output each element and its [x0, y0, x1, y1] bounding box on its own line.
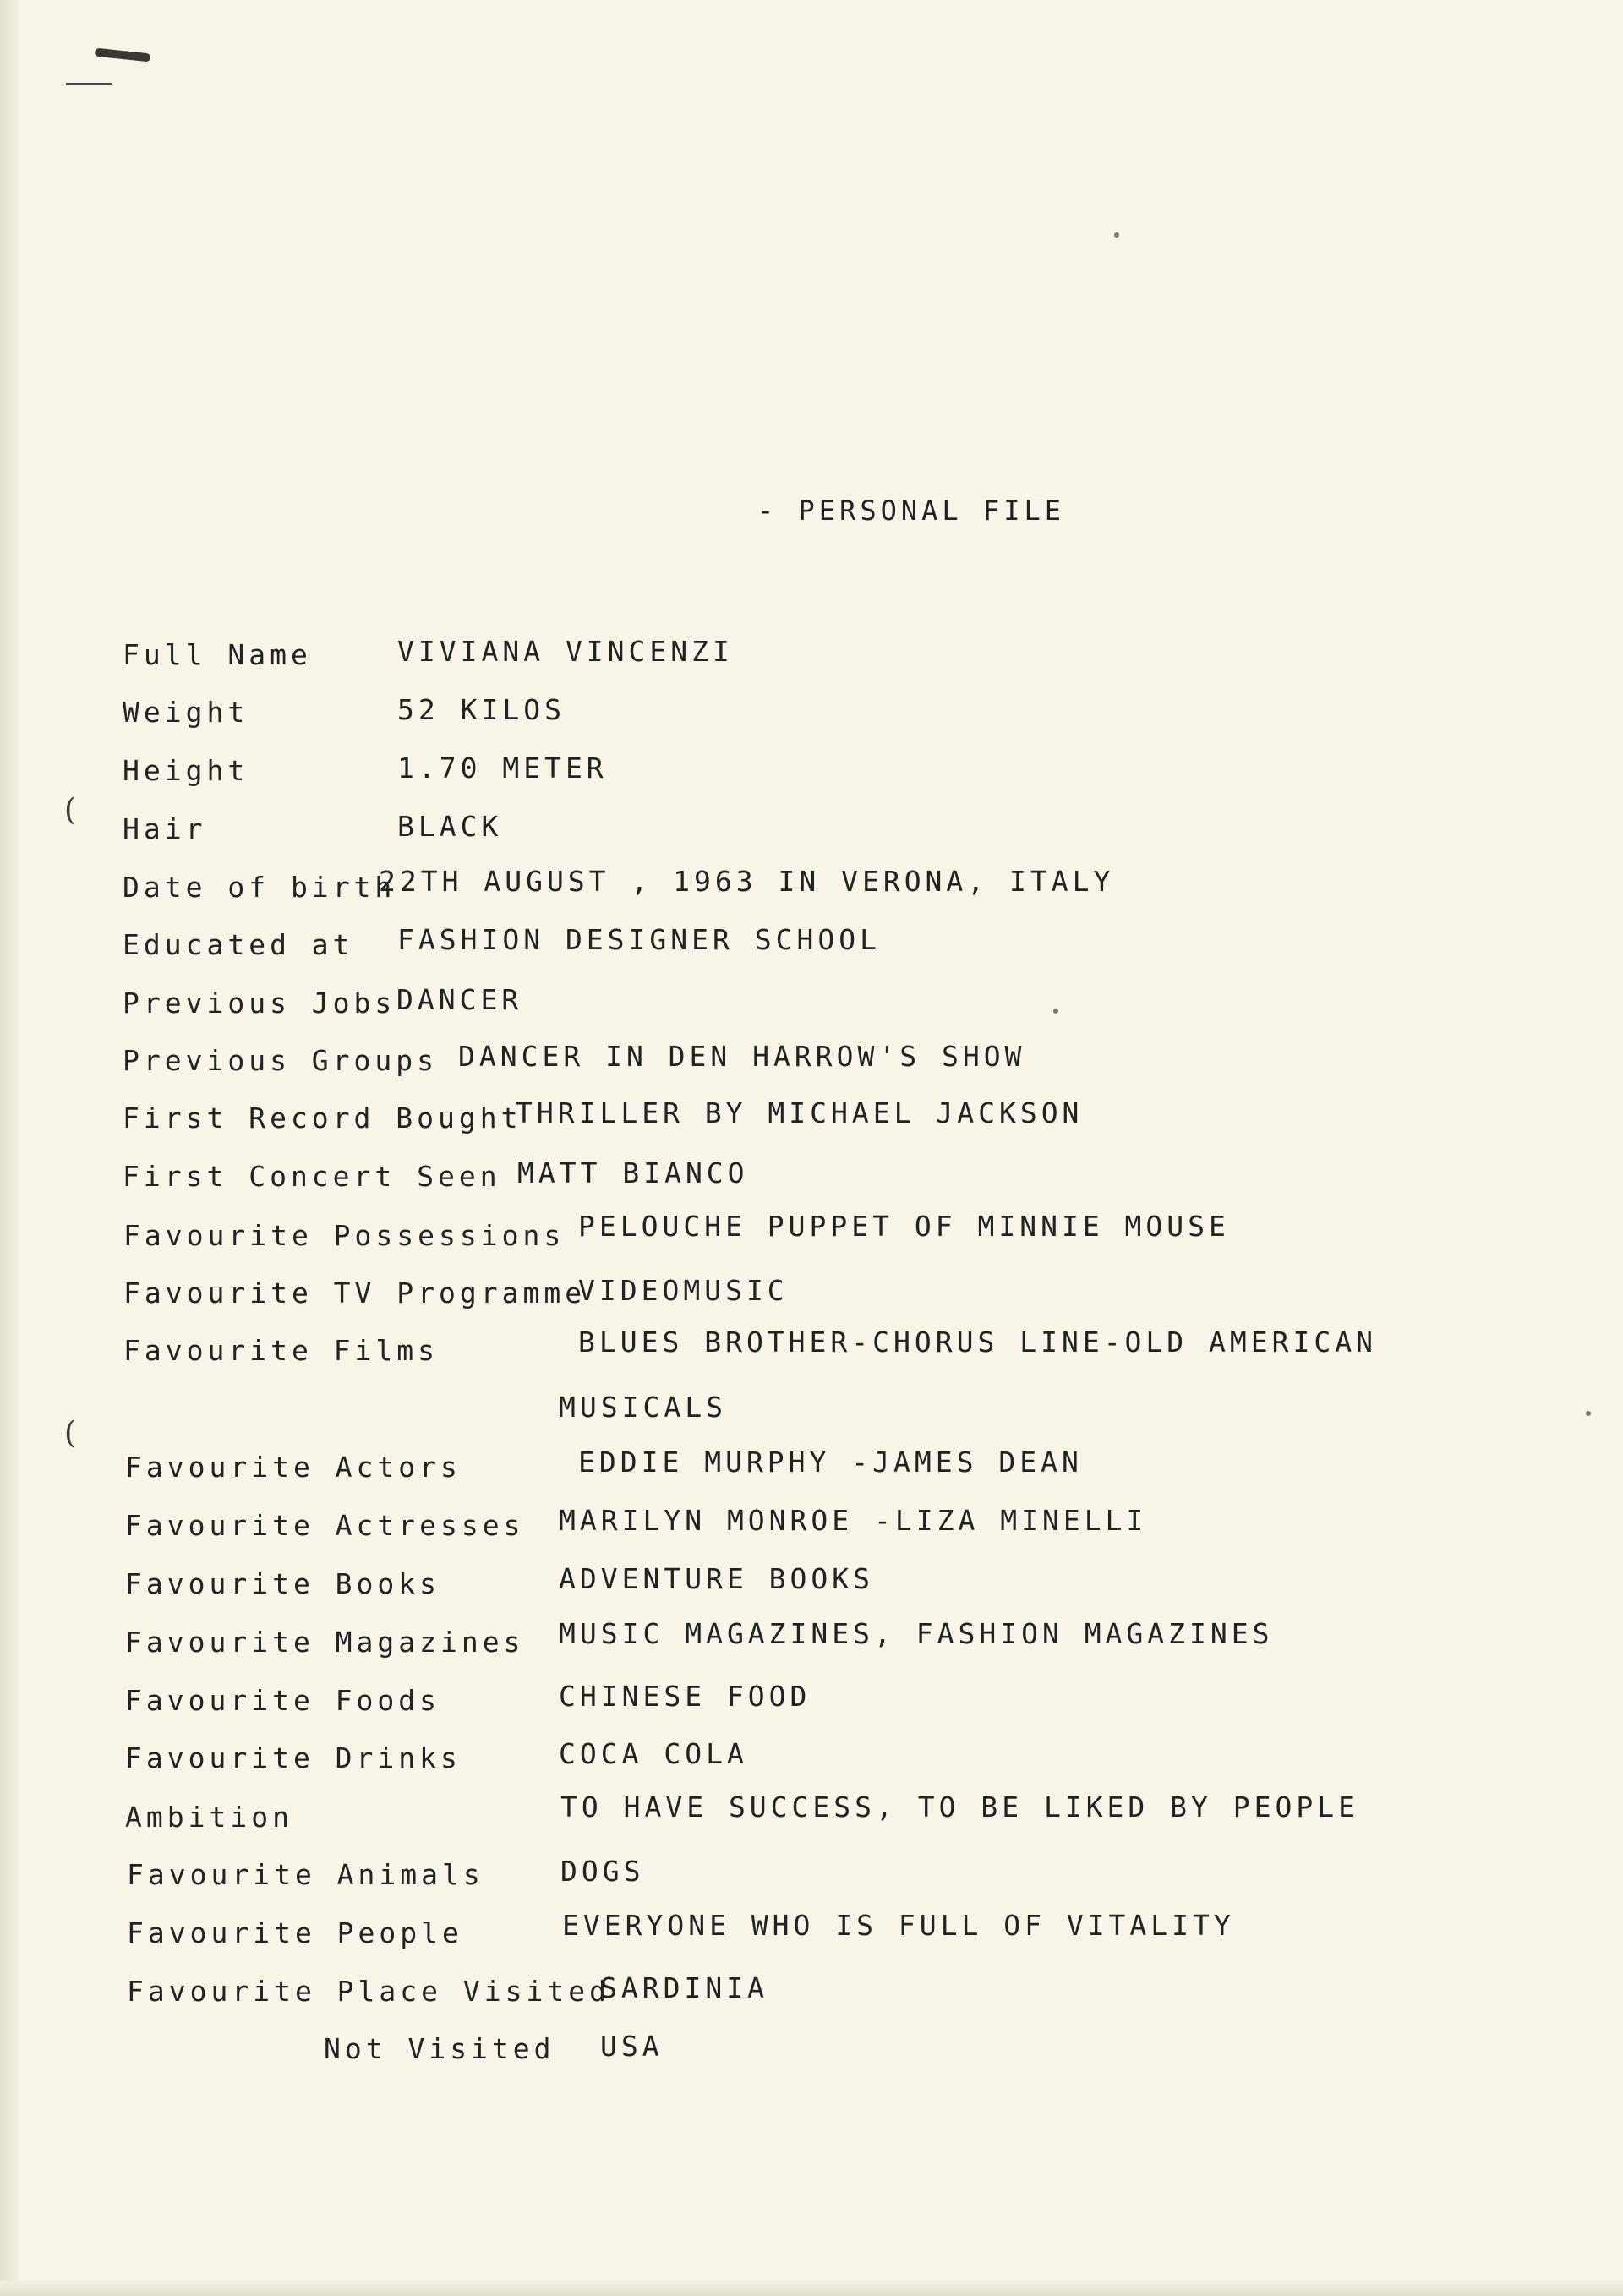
punch-hole-mark-lower: (	[64, 1416, 77, 1451]
field-value-full-name: VIVIANA VINCENZI	[397, 635, 734, 668]
field-value-favourite-people: EVERYONE WHO IS FULL OF VITALITY	[562, 1909, 1235, 1942]
staple-mark	[95, 48, 151, 63]
punch-hole-mark-upper: (	[64, 793, 77, 828]
field-value-weight: 52 KILOS	[397, 693, 566, 726]
field-label-weight: Weight	[123, 696, 249, 729]
field-value-educated-at: FASHION DESIGNER SCHOOL	[397, 923, 881, 956]
field-value-favourite-books: ADVENTURE BOOKS	[559, 1562, 875, 1595]
field-label-favourite-drinks: Favourite Drinks	[125, 1741, 462, 1774]
field-label-ambition: Ambition	[125, 1801, 293, 1834]
field-value-previous-groups: DANCER IN DEN HARROW'S SHOW	[458, 1040, 1026, 1073]
field-value-previous-jobs: DANCER	[396, 983, 523, 1016]
paper-speck	[1114, 232, 1119, 238]
field-label-favourite-magazines: Favourite Magazines	[125, 1626, 525, 1659]
field-label-date-of-birth: Date of birth	[123, 871, 396, 904]
field-label-first-record-bought: First Record Bought	[123, 1102, 522, 1134]
field-value-height: 1.70 METER	[397, 752, 608, 784]
field-value-favourite-actresses: MARILYN MONROE -LIZA MINELLI	[559, 1504, 1148, 1537]
field-value-favourite-animals: DOGS	[560, 1855, 645, 1888]
field-value-ambition: TO HAVE SUCCESS, TO BE LIKED BY PEOPLE	[560, 1790, 1359, 1823]
field-value-favourite-foods: CHINESE FOOD	[559, 1680, 812, 1713]
field-label-previous-jobs: Previous Jobs	[123, 987, 396, 1020]
document-heading: - PERSONAL FILE	[757, 495, 1065, 527]
field-value-date-of-birth: 22TH AUGUST , 1963 IN VERONA, ITALY	[379, 865, 1115, 898]
field-label-favourite-possessions: Favourite Possessions	[123, 1219, 566, 1252]
field-label-previous-groups: Previous Groups	[123, 1044, 439, 1077]
field-label-first-concert-seen: First Concert Seen	[123, 1160, 501, 1193]
field-label-favourite-place-visited: Favourite Place Visited	[127, 1975, 610, 2008]
field-label-height: Height	[123, 754, 249, 787]
field-value-favourite-actors: EDDIE MURPHY -JAMES DEAN	[578, 1446, 1083, 1479]
paper-bottom-edge	[0, 2281, 1623, 2296]
field-label-favourite-books: Favourite Books	[125, 1567, 441, 1600]
field-label-full-name: Full Name	[123, 638, 312, 671]
field-value-favourite-possessions: PELOUCHE PUPPET OF MINNIE MOUSE	[578, 1210, 1230, 1243]
field-value-first-concert-seen: MATT BIANCO	[517, 1156, 749, 1189]
field-label-favourite-foods: Favourite Foods	[125, 1684, 441, 1717]
paper-speck	[1053, 1009, 1058, 1014]
field-value-favourite-tv-programme: VIDEOMUSIC	[578, 1274, 789, 1307]
field-label-not-visited: Not Visited	[324, 2032, 555, 2065]
field-value-favourite-films-continued: MUSICALS	[559, 1391, 727, 1424]
field-label-favourite-animals: Favourite Animals	[127, 1858, 484, 1891]
field-value-favourite-magazines: MUSIC MAGAZINES, FASHION MAGAZINES	[559, 1617, 1274, 1650]
paper-left-edge	[0, 0, 19, 2296]
field-label-hair: Hair	[123, 812, 207, 845]
field-label-educated-at: Educated at	[123, 928, 354, 961]
paper-speck	[1586, 1411, 1591, 1416]
field-label-favourite-films: Favourite Films	[123, 1334, 440, 1367]
field-value-favourite-place-visited: SARDINIA	[600, 1971, 768, 2004]
field-value-not-visited: USA	[600, 2030, 664, 2063]
field-value-hair: BLACK	[397, 810, 503, 843]
field-value-first-record-bought: THRILLER BY MICHAEL JACKSON	[516, 1096, 1084, 1129]
field-label-favourite-actors: Favourite Actors	[125, 1451, 462, 1484]
field-value-favourite-films: BLUES BROTHER-CHORUS LINE-OLD AMERICAN	[578, 1326, 1377, 1358]
staple-trace	[66, 83, 112, 85]
field-label-favourite-people: Favourite People	[127, 1916, 463, 1949]
field-label-favourite-tv-programme: Favourite TV Programme	[123, 1276, 587, 1309]
field-value-favourite-drinks: COCA COLA	[559, 1737, 748, 1770]
field-label-favourite-actresses: Favourite Actresses	[125, 1509, 525, 1542]
